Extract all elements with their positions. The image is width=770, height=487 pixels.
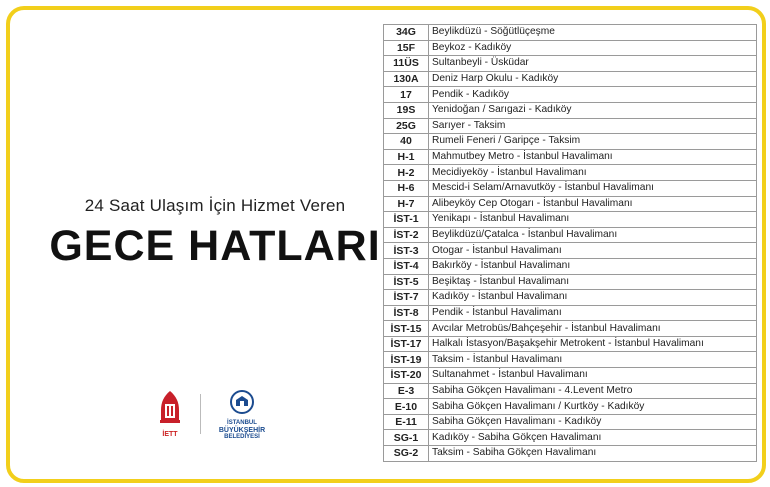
table-row — [384, 290, 757, 306]
route-name: Sultanbeyli - Üsküdar — [429, 56, 757, 72]
table-row — [384, 352, 757, 368]
route-name: Sabiha Gökçen Havalimanı - 4.Levent Metro — [429, 383, 757, 399]
table-row — [384, 258, 757, 274]
route-name: Deniz Harp Okulu - Kadıköy — [429, 71, 757, 87]
route-code: İST-4 — [384, 258, 429, 274]
table-row — [384, 165, 757, 181]
route-name: Mescid-i Selam/Arnavutköy - İstanbul Havalimanı — [429, 180, 757, 196]
route-name: Mahmutbey Metro - İstanbul Havalimanı — [429, 149, 757, 165]
route-code: İST-8 — [384, 305, 429, 321]
table-row — [384, 336, 757, 352]
route-name: Pendik - İstanbul Havalimanı — [429, 305, 757, 321]
route-name: Kadıköy - İstanbul Havalimanı — [429, 290, 757, 306]
table-row — [384, 87, 757, 103]
route-name: Yenidoğan / Sarıgazi - Kadıköy — [429, 102, 757, 118]
route-code: 15F — [384, 40, 429, 56]
table-row — [384, 368, 757, 384]
route-code: 130A — [384, 71, 429, 87]
route-code: E-11 — [384, 414, 429, 430]
table-row — [384, 56, 757, 72]
route-name: Alibeyköy Cep Otogarı - İstanbul Havalimanı — [429, 196, 757, 212]
subtitle: 24 Saat Ulaşım İçin Hizmet Veren — [84, 196, 346, 215]
table-row — [384, 196, 757, 212]
table-row — [384, 243, 757, 259]
logo-divider — [200, 394, 201, 434]
table-row — [384, 180, 757, 196]
route-name: Sabiha Gökçen Havalimanı - Kadıköy — [429, 414, 757, 430]
route-code: H-6 — [384, 180, 429, 196]
route-name: Taksim - Sabiha Gökçen Havalimanı — [429, 446, 757, 462]
route-code: 11ÜS — [384, 56, 429, 72]
table-row — [384, 134, 757, 150]
route-code: İST-3 — [384, 243, 429, 259]
route-code: İST-7 — [384, 290, 429, 306]
route-code: SG-2 — [384, 446, 429, 462]
title-panel — [10, 10, 380, 479]
table-row — [384, 118, 757, 134]
ibb-logo — [212, 390, 272, 440]
table-row — [384, 399, 757, 415]
route-name: Yenikapı - İstanbul Havalimanı — [429, 212, 757, 228]
table-row — [384, 321, 757, 337]
routes-table — [383, 24, 757, 462]
table-row — [384, 149, 757, 165]
route-name: Taksim - İstanbul Havalimanı — [429, 352, 757, 368]
route-code: H-2 — [384, 165, 429, 181]
route-name: Sarıyer - Taksim — [429, 118, 757, 134]
route-name: Rumeli Feneri / Garipçe - Taksim — [429, 134, 757, 150]
route-name: Sultanahmet - İstanbul Havalimanı — [429, 368, 757, 384]
route-code: İST-5 — [384, 274, 429, 290]
route-code: H-1 — [384, 149, 429, 165]
table-row — [384, 40, 757, 56]
table-row — [384, 305, 757, 321]
iett-logo-text: İETT — [162, 431, 178, 438]
route-name: Beylikdüzü/Çatalca - İstanbul Havalimanı — [429, 227, 757, 243]
route-code: İST-17 — [384, 336, 429, 352]
route-name: Beşiktaş - İstanbul Havalimanı — [429, 274, 757, 290]
route-code: 34G — [384, 25, 429, 41]
table-row — [384, 414, 757, 430]
route-name: Kadıköy - Sabiha Gökçen Havalimanı — [429, 430, 757, 446]
route-name: Halkalı İstasyon/Başakşehir Metrokent - İstanbul Havalimanı — [429, 336, 757, 352]
table-row — [384, 446, 757, 462]
route-name: Sabiha Gökçen Havalimanı / Kurtköy - Kadıköy — [429, 399, 757, 415]
iett-logo — [150, 390, 190, 440]
route-code: 17 — [384, 87, 429, 103]
route-code: H-7 — [384, 196, 429, 212]
table-row — [384, 212, 757, 228]
page-title: GECE HATLARI — [49, 222, 381, 270]
route-code: İST-19 — [384, 352, 429, 368]
route-name: Beylikdüzü - Söğütlüçeşme — [429, 25, 757, 41]
iett-emblem-icon — [156, 390, 184, 424]
route-code: 25G — [384, 118, 429, 134]
table-row — [384, 227, 757, 243]
route-code: İST-20 — [384, 368, 429, 384]
route-code: İST-15 — [384, 321, 429, 337]
route-code: İST-1 — [384, 212, 429, 228]
table-row — [384, 71, 757, 87]
route-name: Pendik - Kadıköy — [429, 87, 757, 103]
route-code: E-10 — [384, 399, 429, 415]
table-row — [384, 274, 757, 290]
route-code: SG-1 — [384, 430, 429, 446]
route-code: 40 — [384, 134, 429, 150]
route-name: Avcılar Metrobüs/Bahçeşehir - İstanbul Havalimanı — [429, 321, 757, 337]
table-row — [384, 102, 757, 118]
ibb-emblem-icon — [229, 390, 255, 414]
ibb-logo-text: İSTANBUL BÜYÜKŞEHİR BELEDİYESİ — [218, 420, 266, 440]
table-row — [384, 383, 757, 399]
route-code: 19S — [384, 102, 429, 118]
route-name: Mecidiyeköy - İstanbul Havalimanı — [429, 165, 757, 181]
table-row — [384, 430, 757, 446]
route-name: Otogar - İstanbul Havalimanı — [429, 243, 757, 259]
logos — [150, 390, 290, 440]
route-code: E-3 — [384, 383, 429, 399]
table-row — [384, 25, 757, 41]
route-code: İST-2 — [384, 227, 429, 243]
route-name: Bakırköy - İstanbul Havalimanı — [429, 258, 757, 274]
route-name: Beykoz - Kadıköy — [429, 40, 757, 56]
